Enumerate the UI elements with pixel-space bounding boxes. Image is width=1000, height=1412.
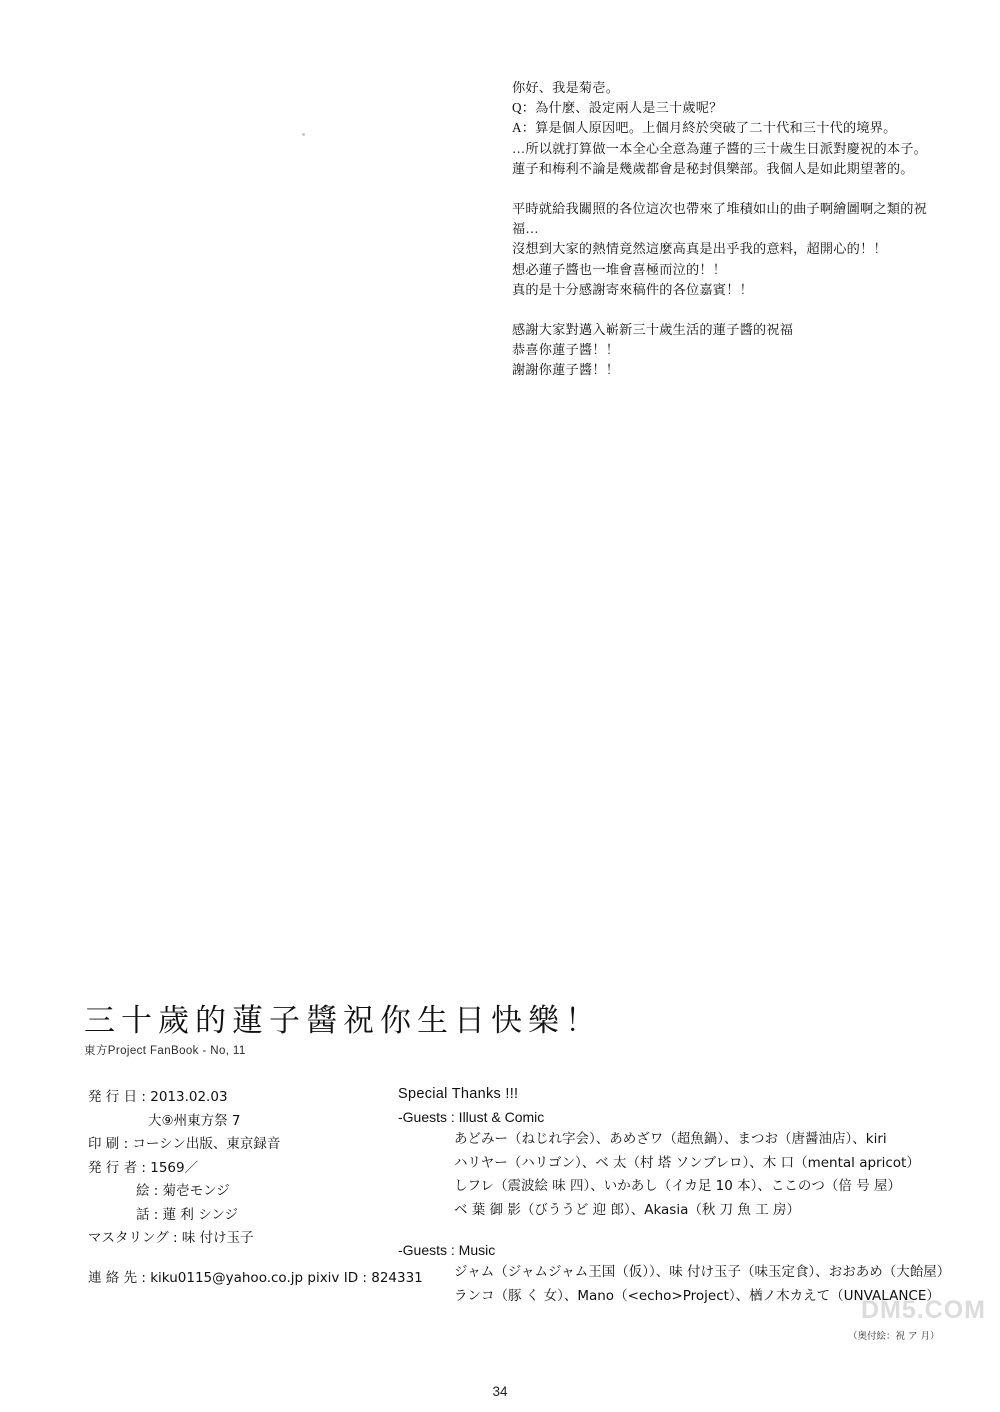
- guest-line: しフレ（震波絵 味 四）、いかあし（イカ足 10 本）、ここのつ（倍 号 屋）: [454, 1178, 901, 1194]
- afterword-line: 想必蓮子醬也一堆會喜極而泣的！！: [512, 261, 727, 277]
- colophon-story-value: 蓮 利 シンジ: [162, 1206, 239, 1223]
- afterword-line: 感謝大家對邁入嶄新三十歲生活的蓮子醬的祝福: [512, 322, 794, 338]
- colophon-story-label: 話 :: [136, 1206, 159, 1223]
- afterword-line: 恭喜你蓮子醬！！: [512, 342, 620, 358]
- colophon-issue-date: [88, 1086, 388, 1110]
- afterword-text: [512, 78, 952, 381]
- page-number: 34: [492, 1384, 508, 1399]
- afterword-line: 平時就給我關照的各位這次也帶來了堆積如山的曲子啊繪圖啊之類的祝福…: [512, 201, 928, 237]
- afterword-line: 你好、我是菊壱。: [512, 80, 620, 95]
- guest-line: ハリヤー（ハリゴン）、ベ 太（村 塔 ソンブレロ）、木 口（mental apricot）: [454, 1154, 920, 1171]
- colophon-event: 大⑨州東方祭 7: [148, 1112, 241, 1129]
- contact-email: [88, 1270, 307, 1286]
- guest-line: ジャム（ジャムジャム王国（仮））、味 付け玉子（味玉定食）、おおあめ（大飴屋）: [454, 1264, 951, 1280]
- contact-pixiv-value: 824331: [371, 1270, 423, 1286]
- colophon-mastering: [88, 1227, 388, 1251]
- colophon-publisher-value: 1569／: [150, 1159, 199, 1176]
- colophon-mastering-value: 味 付け玉子: [181, 1230, 254, 1246]
- colophon-issue-date-label: 発 行 日 :: [88, 1089, 146, 1105]
- special-thanks-title: Special Thanks !!!: [398, 1086, 519, 1102]
- guest-line: ランコ（豚 く 女）、Mano（<echo>Project）、楢ノ木カえて（UNVALANCE）: [454, 1287, 940, 1304]
- afterword-line: A：算是個人原因吧。上個月終於突破了二十代和三十代的境界。: [512, 120, 897, 136]
- colophon-story: [88, 1204, 388, 1228]
- afterword-line: 沒想到大家的熱情竟然這麼高真是出乎我的意料，超開心的！！: [512, 241, 887, 257]
- thanks-spacer: [398, 1222, 968, 1238]
- colophon-print-value: コーシン出版、東京録音: [132, 1136, 281, 1152]
- guests-illust-heading: -Guests : Illust & Comic: [398, 1109, 545, 1125]
- afterword-line: 蓮子和梅利不論是幾歲都會是秘封俱樂部。我個人是如此期望著的。: [512, 160, 914, 176]
- page-speck: [302, 133, 305, 136]
- paragraph-spacer: [512, 179, 952, 199]
- afterword-line: 真的是十分感謝寄來稿件的各位嘉賓！！: [512, 281, 753, 297]
- site-watermark: DM5.COM: [860, 1296, 986, 1324]
- colophon-mastering-label: マスタリング :: [88, 1230, 178, 1246]
- colophon-print: [88, 1133, 388, 1157]
- guests-music-heading: -Guests : Music: [398, 1242, 496, 1258]
- guest-line: ベ 葉 御 影（びううど 迎 郎）、Akasia（秋 刀 魚 工 房）: [454, 1201, 801, 1218]
- colophon-publisher: [88, 1157, 388, 1181]
- colophon-art: [88, 1180, 388, 1204]
- paragraph-spacer: [512, 300, 952, 320]
- guests-illust-list: [398, 1128, 968, 1222]
- page-subtitle: 東方Project FanBook - No, 11: [84, 1045, 246, 1057]
- guest-line: あどみー（ねじれ字会）、あめざワ（超魚鍋）、まつお（唐醤油店）、kiri: [454, 1131, 887, 1147]
- special-thanks: [398, 1084, 968, 1308]
- contact-email-label: 連 絡 先 :: [88, 1270, 146, 1286]
- colophon-art-label: 絵 :: [136, 1183, 159, 1199]
- contact-block: [88, 1266, 423, 1291]
- colophon-issue-date-value: 2013.02.03: [150, 1089, 228, 1105]
- title-block: [84, 1002, 684, 1058]
- page-title: 三十歲的蓮子醬祝你生日快樂！: [84, 1003, 602, 1039]
- contact-email-value[interactable]: kiku0115@yahoo.co.jp: [150, 1270, 304, 1286]
- afterword-line: 謝謝你蓮子醬！！: [512, 362, 620, 378]
- colophon-publisher-label: 発 行 者 :: [88, 1159, 146, 1176]
- afterword-line: …所以就打算做一本全心全意為蓮子醬的三十歲生日派對慶祝的本子。: [512, 140, 928, 156]
- afterword-line: Q：為什麼、設定兩人是三十歲呢？: [512, 100, 723, 116]
- colophon-art-credit-note: （奥付絵：祝 ア 月）: [848, 1331, 940, 1342]
- contact-pixiv-label: pixiv ID :: [307, 1270, 367, 1286]
- colophon-print-label: 印 刷 :: [88, 1136, 129, 1152]
- colophon-art-value: 菊壱モンジ: [162, 1183, 230, 1199]
- colophon: [88, 1086, 388, 1251]
